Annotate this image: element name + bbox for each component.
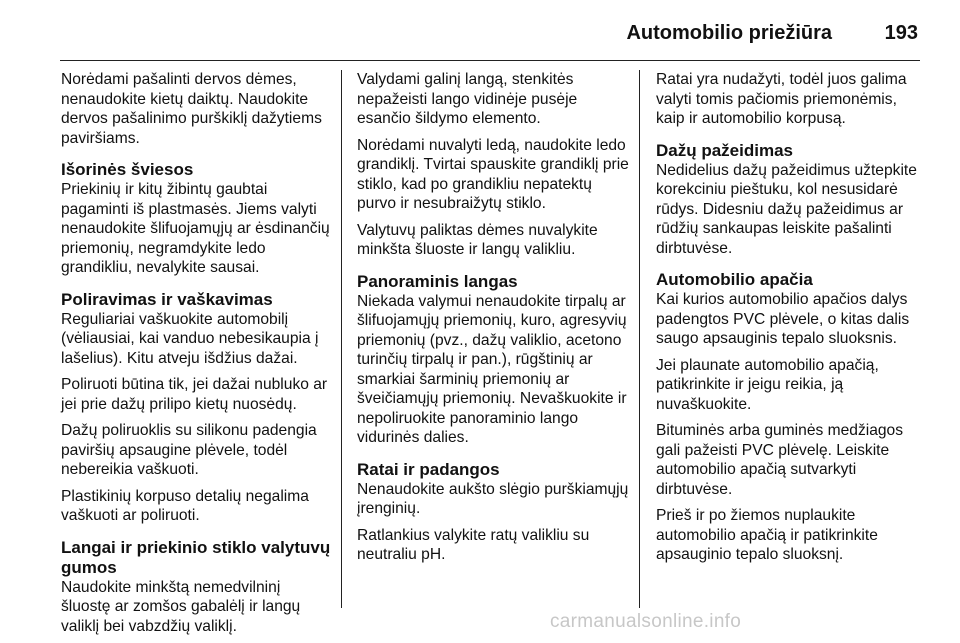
- paragraph: Prieš ir po žiemos nuplaukite automobilio apačią ir patikrinkite apsauginio tepalo sluoksnį.: [656, 507, 878, 563]
- paragraph: Ratai yra nudažyti, todėl juos galima valyti tomis pačiomis priemonėmis, kaip ir automobilio korpusą.: [656, 71, 907, 127]
- section-heading: Išorinės šviesos: [61, 160, 194, 179]
- paragraph: Kai kurios automobilio apačios dalys padengtos PVC plėvele, o kitas dalis saugo apsauginis tepalo sluoksnis.: [656, 291, 910, 347]
- text-column-3: [656, 70, 928, 572]
- section-heading: Langai ir priekinio stiklo valytuvų gumos: [61, 537, 331, 577]
- column-divider-1: [341, 70, 342, 608]
- paragraph: Reguliariai vaškuokite automobilį (vėliausiai, kai vanduo nebesikaupia į lašelius). Kitu atveju išdžius dažai.: [61, 310, 319, 367]
- column-divider-2: [639, 70, 640, 608]
- section-heading: Panoraminis langas: [357, 271, 518, 291]
- paragraph: Norėdami pašalinti dervos dėmes, nenaudokite kietų daiktų. Naudokite dervos pašalinimo purškiklį dažytiems paviršiams.: [61, 71, 322, 147]
- section-heading: Automobilio apačia: [656, 270, 813, 289]
- section-heading: Poliravimas ir vaškavimas: [61, 289, 273, 309]
- page-number: 193: [884, 22, 918, 44]
- header-divider: [60, 60, 920, 61]
- paragraph: Ratlankius valykite ratų valikliu su neutraliu pH.: [357, 526, 590, 563]
- paragraph: Niekada valymui nenaudokite tirpalų ar šlifuojamųjų priemonių, kuro, agresyvių priemonių (pvz., dažų valiklio, acetono turinčių tirpalų ir pan.), rūgštinių ar smarkiai šarminių priemonių ar šveičiamųjų priemonių. Nevaškuokite ir nepoliruokite panoraminio lango vidurinės dalies.: [357, 292, 627, 446]
- paragraph: Nedidelius dažų pažeidimus užtepkite korekciniu pieštuku, kol nesusidarė rūdys. Didesniu dažų pažeidimus ar rūdžių sankaupas leiskite pašalinti dirbtuvėse.: [656, 161, 917, 257]
- section-heading: Dažų pažeidimas: [656, 140, 793, 160]
- paragraph: Bituminės arba guminės medžiagos gali pažeisti PVC plėvelę. Leiskite automobilio apačią sutvarkyti dirbtuvėse.: [656, 422, 904, 498]
- paragraph: Nenaudokite aukšto slėgio purškiamųjų įrenginių.: [357, 480, 629, 517]
- text-column-2: [357, 70, 629, 572]
- paragraph: Valytuvų paliktas dėmes nuvalykite minkšta šluoste ir langų valikliu.: [357, 221, 598, 258]
- page-header: [0, 0, 960, 62]
- paragraph: Plastikinių korpuso detalių negalima vaškuoti ar poliruoti.: [61, 487, 309, 524]
- paragraph: Jei plaunate automobilio apačią, patikrinkite ir jeigu reikia, ją nuvaškuokite.: [656, 356, 879, 413]
- watermark: carmanualsonline.info: [550, 611, 742, 632]
- paragraph: Dažų poliruoklis su silikonu padengia paviršių apsaugine plėvele, todėl nebereikia vaškuoti.: [61, 422, 317, 478]
- paragraph: Priekinių ir kitų žibintų gaubtai pagaminti iš plastmasės. Jiems valyti nenaudokite šlifuojamųjų ar ėsdinančių priemonių, negramdykite ledo grandikliu, nevalykite sausai.: [61, 181, 330, 276]
- text-column-1: [61, 70, 333, 643]
- paragraph: Naudokite minkštą nemedvilninį šluostę ar zomšos gabalėlį ir langų valiklį bei vabzdžių valiklį.: [61, 578, 301, 635]
- paragraph: Poliruoti būtina tik, jei dažai nubluko ar jei prie dažų prilipo kietų nuosėdų.: [61, 376, 328, 413]
- paragraph: Valydami galinį langą, stenkitės nepažeisti lango vidinėje pusėje esančio šildymo elemento.: [357, 71, 578, 127]
- header-title: Automobilio priežiūra: [626, 22, 832, 44]
- section-heading: Ratai ir padangos: [357, 459, 500, 479]
- paragraph: Norėdami nuvalyti ledą, naudokite ledo grandiklį. Tvirtai spauskite grandiklį prie stiklo, kad po grandikliu nepatektų purvo ir nesubraižytų stiklo.: [357, 136, 629, 212]
